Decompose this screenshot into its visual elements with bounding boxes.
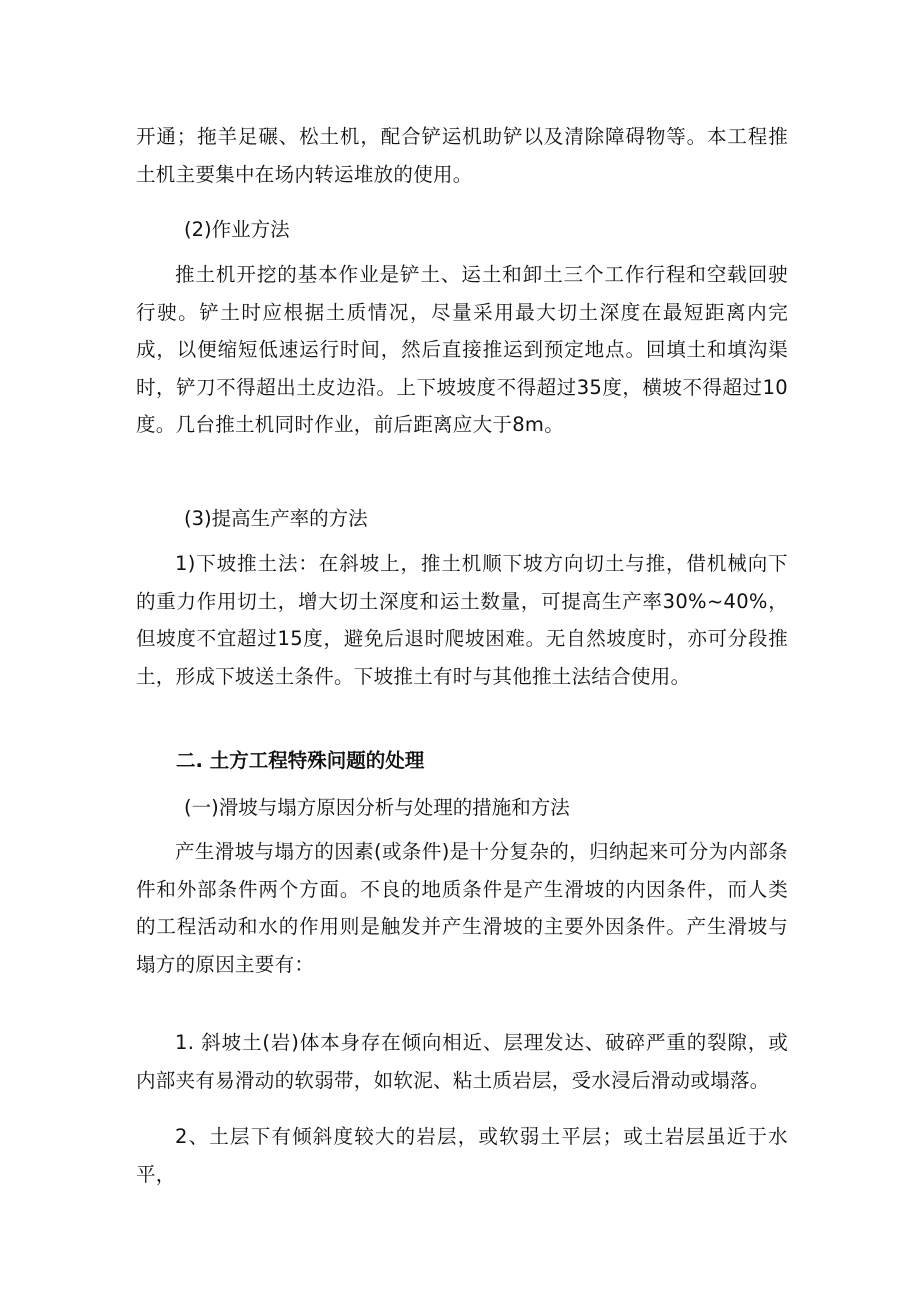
subheading-productivity: (3)提高生产率的方法 [184, 507, 368, 530]
subheading-work-method: (2)作业方法 [184, 218, 290, 241]
subheading-landslide: (一)滑坡与塌方原因分析与处理的措施和方法 [184, 796, 570, 819]
paragraph-downhill-method: 1)下坡推土法：在斜坡上，推土机顺下坡方向切土与推，借机械向下的重力作用切土，增大切土深度和运土数量，可提高生产率30%~40%，但坡度不宜超过15度，避免后退时爬坡困难。无自然坡度时，亦可分段推土，形成下坡送土条件。下坡推土有时与其他推土法结合使用。 [136, 552, 788, 688]
paragraph-bulldozer-usage: 开通；拖羊足碾、松土机，配合铲运机助铲以及清除障碍物等。本工程推土机主要集中在场内转运堆放的使用。 [136, 125, 788, 186]
paragraph-work-method: 推土机开挖的基本作业是铲土、运土和卸土三个工作行程和空载回驶行驶。铲土时应根据土质情况，尽量采用最大切土深度在最短距离内完成，以便缩短低速运行时间，然后直接推运到预定地点。回填土和填沟渠时，铲刀不得超出土皮边沿。上下坡坡度不得超过35度，横坡不得超过10度。几台推土机同时作业，前后距离应大于8m。 [136, 263, 788, 437]
paragraph-landslide-factors: 产生滑坡与塌方的因素(或条件)是十分复杂的，归纳起来可分为内部条件和外部条件两个方面。不良的地质条件是产生滑坡的内因条件，而人类的工程活动和水的作用则是触发并产生滑坡的主要外因条件。产生滑坡与塌方的原因主要有： [136, 840, 788, 976]
paragraph-cause-1: 1. 斜坡土(岩)体本身存在倾向相近、层理发达、破碎严重的裂隙，或内部夹有易滑动的软弱带，如软泥、粘土质岩层，受水浸后滑动或塌落。 [136, 1031, 788, 1092]
section-heading-special-issues: 二. 土方工程特殊问题的处理 [176, 749, 425, 772]
paragraph-cause-2: 2、土层下有倾斜度较大的岩层，或软弱土平层；或土岩层虽近于水平， [136, 1125, 788, 1186]
